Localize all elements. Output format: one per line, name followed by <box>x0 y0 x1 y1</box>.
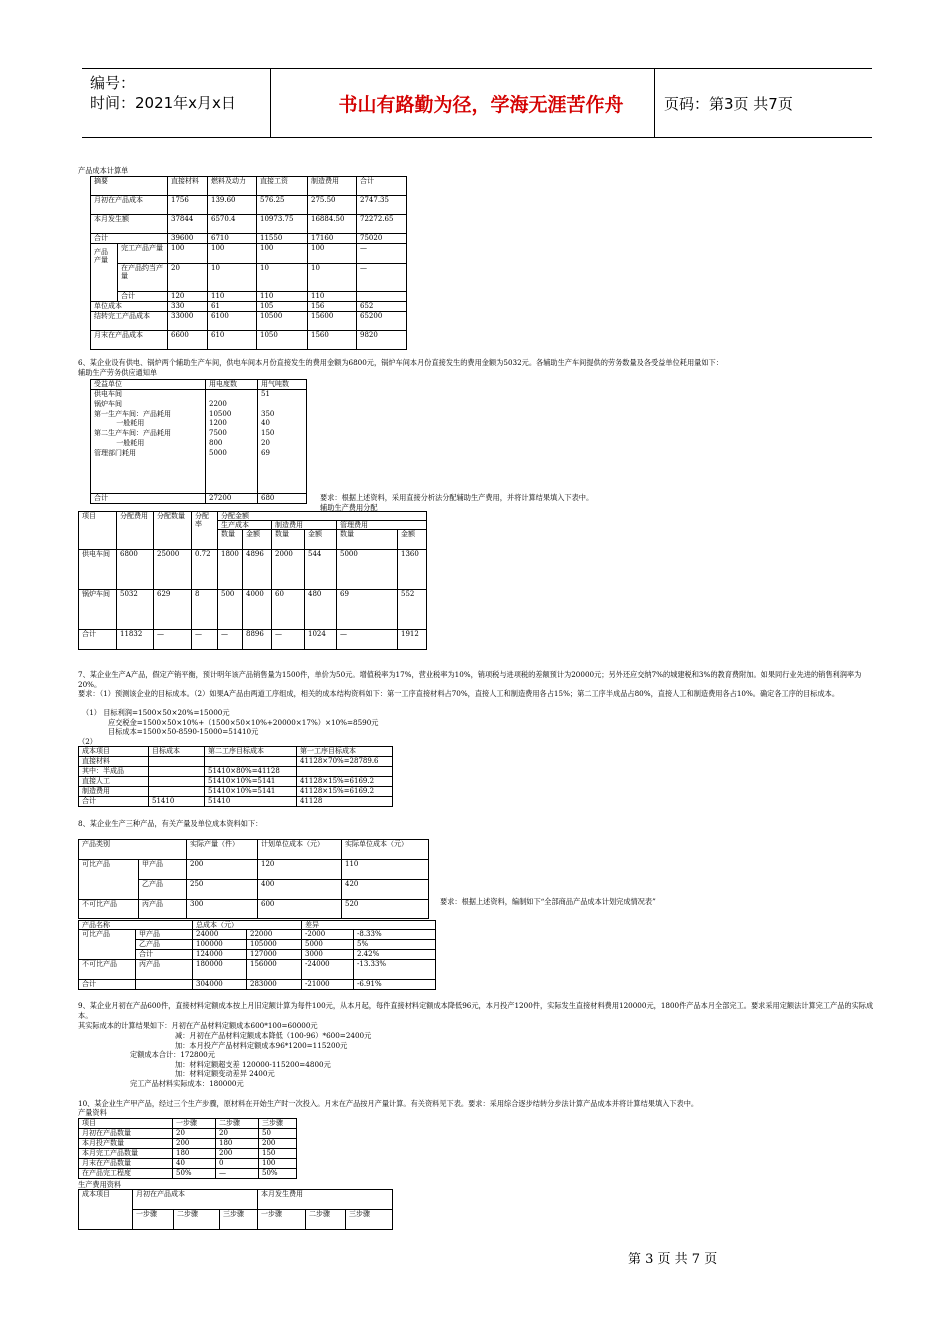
table-header-cell: 实际单位成本（元） <box>342 840 429 860</box>
table-header-cell: 分配数量 <box>154 512 192 550</box>
q9-line: 加：材料定额超支差 120000-115200=4800元 <box>175 1060 331 1069</box>
table-cell: 5000 <box>302 940 354 950</box>
table-cell: 5000 <box>337 550 398 590</box>
table-cell: 1912 <box>398 630 427 650</box>
table-row <box>79 1169 297 1179</box>
table-cell: 1360 <box>398 550 427 590</box>
table-cell: 33000 <box>168 312 208 331</box>
table-header-cell: 二步骤 <box>306 1210 346 1230</box>
table-cell: 629 <box>154 590 192 630</box>
q7-calc-line: 应交税金=1500×50×10%+（1500×50×10%+20000×17%）×10%=8590元 <box>108 718 379 727</box>
table-cell: 乙产品 <box>136 940 193 950</box>
table-cell: 其中：半成品 <box>79 767 149 777</box>
table-cell: 单位成本 <box>91 302 168 312</box>
table-cell: 50% <box>173 1169 216 1179</box>
table-cell: 10 <box>308 264 357 292</box>
table-cell: 1560 <box>308 331 357 350</box>
table-header-cell: 二步骤 <box>216 1119 259 1129</box>
q10-cost-table <box>78 1189 393 1230</box>
table-header-cell: 产品名称 <box>79 921 193 930</box>
table-cell: 结转完工产品成本 <box>91 312 168 331</box>
table-cell: 1050 <box>257 331 308 350</box>
table-cell: 400 <box>258 880 342 900</box>
page-header <box>82 68 872 138</box>
table-header-cell: 制造费用 <box>272 521 337 530</box>
table-header-cell: 计划单位成本（元） <box>258 840 342 860</box>
table-cell: 120 <box>168 292 208 302</box>
q8-requirement: 要求：根据上述资料，编制如下“全部商品产品成本计划完成情况表” <box>440 897 656 906</box>
table-cell: 127000 <box>247 950 302 960</box>
table-row <box>79 1149 297 1159</box>
table-row <box>79 767 393 777</box>
q6-notice-table <box>90 379 307 504</box>
table-cell: 15600 <box>308 312 357 331</box>
header-left <box>90 73 236 113</box>
q10-prod-title: 产量资料 <box>78 1108 107 1117</box>
table-cell: 合计 <box>91 234 168 244</box>
table-cell: 40 <box>173 1159 216 1169</box>
table-cell <box>149 777 205 787</box>
table-cell: 合计 <box>79 797 149 807</box>
table-cell: 200 <box>259 1139 297 1149</box>
table-row <box>91 331 407 350</box>
table-cell: 6570.4 <box>208 215 257 234</box>
table-cell: — <box>272 630 305 650</box>
q10-production-table <box>78 1118 297 1179</box>
q6-text: 6、某企业设有供电、锅炉两个辅助生产车间，供电车间本月份直接发生的费用金额为6800元，锅炉车间本月份直接发生的费用金额为5032元。各辅助生产车间提供的劳务数量及各受益单位耗用量如下： <box>78 358 723 367</box>
table-cell: 6600 <box>168 331 208 350</box>
header-motto: 书山有路勤为径，学海无涯苦作舟 <box>338 93 624 116</box>
table-row <box>79 757 393 767</box>
q7-text: 7、某企业生产A产品，假定产销平衡，预计明年该产品销售量为1500件，单价为50元。增值税率为17%，营业税率为10%，销项税与进项税的差额预计为20000元；另外还应交纳7%的城建税和3%的教育费附加。如果同行业先进的销售利润率为20%。 <box>78 670 862 689</box>
table-header-cell: 差异 <box>302 921 436 930</box>
table-cell: 51410 <box>149 797 205 807</box>
table-row <box>91 390 307 494</box>
table-cell: 1024 <box>305 630 337 650</box>
table-header-cell: 燃料及动力 <box>208 177 257 196</box>
table-cell: 20 <box>216 1129 259 1139</box>
table-header-cell: 数量 <box>337 530 398 550</box>
table-cell: — <box>337 630 398 650</box>
q9-text: 9、某企业月初在产品600件，直接材料定额成本按上月旧定额计算为每件100元，从本月起，每件直接材料定额成本降低96元，本月投产1200件，实际发生直接材料费用120000元，1800件产品本月全部完工。要求采用定额法计算完工产品的实际成本。 <box>78 1001 874 1020</box>
table-cell: 合计 <box>118 292 168 302</box>
table-row <box>79 900 429 919</box>
table-cell: 5% <box>354 940 436 950</box>
q9-line: 加：材料定额变动差异 2400元 <box>175 1069 275 1078</box>
table-header-cell: 分配费用 <box>117 512 154 550</box>
table-header-cell: 用电度数 <box>206 380 258 390</box>
table-row <box>91 292 407 302</box>
cost-sheet-title: 产品成本计算单 <box>78 166 129 175</box>
table-cell: 11550 <box>257 234 308 244</box>
table-cell: 41128×70%=28789.6 <box>297 757 393 767</box>
table-header-cell: 二步骤 <box>174 1210 220 1230</box>
table-row <box>79 630 427 650</box>
table-header-cell: 三步骤 <box>346 1210 393 1230</box>
table-cell: — <box>357 264 407 292</box>
table-header-cell: 项目 <box>79 512 117 550</box>
q10-cost-title: 生产费用资料 <box>78 1180 122 1189</box>
table-cell: 月末在产品成本 <box>91 331 168 350</box>
table-cell: 61 <box>208 302 257 312</box>
table-cell: 27200 <box>206 494 258 504</box>
table-cell: 6800 <box>117 550 154 590</box>
table-header-cell: 制造费用 <box>308 177 357 196</box>
table-cell: 10973.75 <box>257 215 308 234</box>
table-cell: 37844 <box>168 215 208 234</box>
doc-time-label: 时间：2021年x月x日 <box>90 94 236 112</box>
table-cell: 552 <box>398 590 427 630</box>
table-header-cell: 数量 <box>272 530 305 550</box>
table-cell: 供电车间 锅炉车间 第一生产车间：产品耗用 一般耗用 第二生产车间：产品耗用 一般耗用 管理部门耗用 <box>91 390 206 494</box>
table-cell: 甲产品 <box>136 930 193 940</box>
table-header-cell: 第一工序目标成本 <box>297 747 393 757</box>
table-row <box>79 797 393 807</box>
table-cell: 16884.50 <box>308 215 357 234</box>
table-cell: 合计 <box>79 980 136 990</box>
table-row <box>91 302 407 312</box>
doc-number-label: 编号： <box>90 74 136 92</box>
table-cell <box>149 767 205 777</box>
q6-alloc-title: 辅助生产费用分配 <box>320 503 378 512</box>
table-row <box>79 960 436 980</box>
table-header-cell: 摘要 <box>91 177 168 196</box>
table-cell: 1756 <box>168 196 208 215</box>
table-cell: 420 <box>342 880 429 900</box>
table-row <box>91 196 407 215</box>
table-row <box>79 1129 297 1139</box>
table-row <box>79 1190 393 1210</box>
table-cell: 2747.35 <box>357 196 407 215</box>
table-cell: 在产品完工程度 <box>79 1169 173 1179</box>
table-header-cell: 一步骤 <box>173 1119 216 1129</box>
table-cell: 不可比产品 <box>79 960 136 980</box>
table-header-cell: 项目 <box>79 1119 173 1129</box>
table-cell: 0.72 <box>192 550 218 590</box>
table-cell: -8.33% <box>354 930 436 940</box>
table-row <box>79 787 393 797</box>
table-cell: 110 <box>308 292 357 302</box>
table-row <box>91 312 407 331</box>
table-header-cell: 数量 <box>218 530 243 550</box>
table-cell: -2000 <box>302 930 354 940</box>
table-cell: 50% <box>259 1169 297 1179</box>
table-cell: 180 <box>216 1139 259 1149</box>
table-header-cell: 成本项目 <box>79 747 149 757</box>
table-cell: 156 <box>308 302 357 312</box>
table-cell: 544 <box>305 550 337 590</box>
q9-line: 完工产品材料实际成本：180000元 <box>130 1079 244 1088</box>
q9-line: 其实际成本的计算结果如下：月初在产品材料定额成本600*100=60000元 <box>78 1021 318 1030</box>
table-cell: — <box>216 1169 259 1179</box>
table-row <box>79 777 393 787</box>
q7-calc-line: （1） 目标利润=1500×50×20%=15000元 <box>82 708 230 717</box>
table-cell: 100 <box>168 244 208 264</box>
table-row <box>91 177 407 196</box>
table-cell: 110 <box>342 860 429 880</box>
table-header-cell: 目标成本 <box>149 747 205 757</box>
table-header-cell: 本月发生费用 <box>258 1190 393 1210</box>
table-cell <box>297 767 393 777</box>
table-cell: — <box>357 244 407 264</box>
table-row <box>91 380 307 390</box>
q9-line: 定额成本合计：172800元 <box>130 1050 215 1059</box>
table-header-cell: 月初在产品成本 <box>133 1190 258 1210</box>
table-cell: 50 <box>259 1129 297 1139</box>
table-cell: -6.91% <box>354 980 436 990</box>
table-header-cell: 实际产量（件） <box>187 840 258 860</box>
q7-part2-label: （2） <box>78 737 97 746</box>
table-cell: 8 <box>192 590 218 630</box>
page-footer: 第 3 页 共 7 页 <box>628 1252 718 1267</box>
table-cell: 月末在产品数量 <box>79 1159 173 1169</box>
table-row <box>79 1119 297 1129</box>
table-cell: 丙产品 <box>136 960 193 980</box>
table-cell: 250 <box>187 880 258 900</box>
table-cell: 直接材料 <box>79 757 149 767</box>
q6-requirement: 要求：根据上述资料，采用直接分析法分配辅助生产费用，并将计算结果填入下表中。 <box>320 493 594 502</box>
table-cell: 300 <box>187 900 258 919</box>
table-header-cell: 成本项目 <box>79 1190 133 1230</box>
table-header-cell: 分配率 <box>192 512 218 550</box>
table-cell: 完工产品产量 <box>118 244 168 264</box>
table-cell: 275.50 <box>308 196 357 215</box>
table-cell: 2.42% <box>354 950 436 960</box>
q8-text: 8、某企业生产三种产品，有关产量及单位成本资料如下： <box>78 819 263 828</box>
table-row <box>91 215 407 234</box>
table-cell: 520 <box>342 900 429 919</box>
table-cell: 139.60 <box>208 196 257 215</box>
table-cell <box>357 292 407 302</box>
table-cell: 680 <box>258 494 307 504</box>
table-cell: 500 <box>218 590 243 630</box>
table-cell: -13.33% <box>354 960 436 980</box>
table-cell: 本月投产数量 <box>79 1139 173 1149</box>
table-row <box>79 980 436 990</box>
table-header-cell: 总成本（元） <box>193 921 302 930</box>
table-cell: 2200 10500 1200 7500 800 5000 <box>206 390 258 494</box>
table-cell: 51 350 40 150 20 69 <box>258 390 307 494</box>
table-cell: 10500 <box>257 312 308 331</box>
table-header-cell: 用气吨数 <box>258 380 307 390</box>
table-cell: 283000 <box>247 980 302 990</box>
table-cell: 100 <box>208 244 257 264</box>
table-row <box>91 264 407 292</box>
table-cell: 150 <box>259 1149 297 1159</box>
table-cell: 合计 <box>136 950 193 960</box>
table-cell: 156000 <box>247 960 302 980</box>
table-header-cell: 直接工资 <box>257 177 308 196</box>
table-cell: 110 <box>257 292 308 302</box>
table-cell: 月初在产品成本 <box>91 196 168 215</box>
q7-calc-line: 目标成本=1500×50-8590-15000=51410元 <box>108 727 259 736</box>
table-header-cell: 生产成本 <box>218 521 272 530</box>
q7-target-cost-table <box>78 746 393 807</box>
q7-requirement: 要求：（1）预测该企业的目标成本。（2）如果A产品由两道工序组成，相关的成本结构资料如下：第一工序直接材料占70%，直接人工和制造费用各占15%；第二工序半成品占80%，直接人工和制造费用各占10%。确定各工序的目标成本。 <box>78 689 840 698</box>
table-cell: 20 <box>168 264 208 292</box>
table-cell: 9820 <box>357 331 407 350</box>
table-cell: 22000 <box>247 930 302 940</box>
table-cell: 41128×15%=6169.2 <box>297 787 393 797</box>
table-cell: 5032 <box>117 590 154 630</box>
table-cell: 在产品约当产量 <box>118 264 168 292</box>
table-cell: 直接人工 <box>79 777 149 787</box>
table-cell: 乙产品 <box>139 880 187 900</box>
table-cell: 100 <box>257 244 308 264</box>
table-cell: 6710 <box>208 234 257 244</box>
table-cell: 制造费用 <box>79 787 149 797</box>
table-row <box>91 244 407 264</box>
table-cell: 330 <box>168 302 208 312</box>
table-header-cell: 产品类别 <box>79 840 187 860</box>
q6-alloc-table <box>78 511 427 650</box>
table-cell: 甲产品 <box>139 860 187 880</box>
table-cell: 51410 <box>205 797 297 807</box>
table-cell: 180 <box>173 1149 216 1159</box>
table-cell: 124000 <box>193 950 247 960</box>
table-cell: 60 <box>272 590 305 630</box>
table-cell <box>205 757 297 767</box>
table-cell: 51410×80%=41128 <box>205 767 297 777</box>
table-header-cell: 一步骤 <box>258 1210 306 1230</box>
table-row <box>79 921 436 930</box>
table-cell: 75020 <box>357 234 407 244</box>
q6-notice-title: 辅助生产劳务供应通知单 <box>78 368 158 377</box>
table-header-cell: 金额 <box>305 530 337 550</box>
table-cell: 锅炉车间 <box>79 590 117 630</box>
table-row <box>79 512 427 521</box>
table-cell: 100 <box>308 244 357 264</box>
table-header-cell: 分配金额 <box>218 512 427 521</box>
table-cell: 65200 <box>357 312 407 331</box>
cost-sheet-table <box>90 176 407 350</box>
table-cell: 120 <box>258 860 342 880</box>
table-cell: 本月发生额 <box>91 215 168 234</box>
table-header-cell: 合计 <box>357 177 407 196</box>
header-divider <box>654 69 655 137</box>
table-cell: 100000 <box>193 940 247 950</box>
table-header-cell: 金额 <box>243 530 272 550</box>
table-cell: 69 <box>337 590 398 630</box>
q10-text: 10、某企业生产甲产品，经过三个生产步骤，原材料在开始生产时一次投入。月末在产品按月产量计算。有关资料见下表。要求：采用综合逐步结转分步法计算产品成本并将计算结果填入下表中。 <box>78 1099 699 1108</box>
table-cell: 4896 <box>243 550 272 590</box>
table-cell: 24000 <box>193 930 247 940</box>
table-cell: 41128 <box>297 797 393 807</box>
table-cell: 39600 <box>168 234 208 244</box>
table-cell: 652 <box>357 302 407 312</box>
table-cell: — <box>192 630 218 650</box>
table-cell: 0 <box>216 1159 259 1169</box>
table-cell: 72272.65 <box>357 215 407 234</box>
table-cell: 合计 <box>91 494 206 504</box>
table-cell: -21000 <box>302 980 354 990</box>
table-row <box>79 747 393 757</box>
table-header-cell: 金额 <box>398 530 427 550</box>
table-cell: 110 <box>208 292 257 302</box>
table-cell: 480 <box>305 590 337 630</box>
table-cell: 51410×10%=5141 <box>205 777 297 787</box>
table-row <box>79 1159 297 1169</box>
table-cell: 丙产品 <box>139 900 187 919</box>
table-cell: 可比产品 <box>79 860 139 900</box>
table-row <box>79 840 429 860</box>
table-header-cell: 三步骤 <box>220 1210 258 1230</box>
table-header-cell: 第二工序目标成本 <box>205 747 297 757</box>
table-cell: 11832 <box>117 630 154 650</box>
table-row <box>79 590 427 630</box>
table-row <box>79 860 429 880</box>
table-row <box>79 1139 297 1149</box>
table-header-cell: 一步骤 <box>133 1210 174 1230</box>
table-cell: 可比产品 <box>79 930 136 960</box>
table-cell: 180000 <box>193 960 247 980</box>
table-header-cell: 三步骤 <box>259 1119 297 1129</box>
table-cell: 105 <box>257 302 308 312</box>
header-divider <box>270 69 271 137</box>
table-cell: 合计 <box>79 630 117 650</box>
table-cell: 10 <box>257 264 308 292</box>
table-cell: 1800 <box>218 550 243 590</box>
table-row <box>79 550 427 590</box>
table-row <box>91 234 407 244</box>
table-row <box>91 494 307 504</box>
table-cell: 610 <box>208 331 257 350</box>
table-cell: 17160 <box>308 234 357 244</box>
table-cell: 2000 <box>272 550 305 590</box>
header-page-label: 页码：第3页 共7页 <box>664 94 793 113</box>
table-cell: 本月完工产品数量 <box>79 1149 173 1159</box>
q8-result-table <box>78 920 436 990</box>
table-cell <box>136 980 193 990</box>
table-cell: 200 <box>216 1149 259 1159</box>
table-cell <box>149 757 205 767</box>
table-row <box>79 930 436 940</box>
table-cell: 100 <box>259 1159 297 1169</box>
table-cell: 105000 <box>247 940 302 950</box>
table-cell: 576.25 <box>257 196 308 215</box>
table-cell: 月初在产品数量 <box>79 1129 173 1139</box>
q8-data-table <box>78 839 429 919</box>
table-cell: 6100 <box>208 312 257 331</box>
table-header-cell: 受益单位 <box>91 380 206 390</box>
table-cell: 10 <box>208 264 257 292</box>
table-cell <box>149 787 205 797</box>
table-cell: 供电车间 <box>79 550 117 590</box>
q9-line: 减：月初在产品材料定额成本降低（100-96）*600=2400元 <box>175 1031 372 1040</box>
table-cell: 4000 <box>243 590 272 630</box>
table-cell: 25000 <box>154 550 192 590</box>
table-header-cell: 管理费用 <box>337 521 427 530</box>
table-cell: 304000 <box>193 980 247 990</box>
q9-line: 加：本月投产产品材料定额成本96*1200=115200元 <box>175 1041 348 1050</box>
table-cell: 3000 <box>302 950 354 960</box>
table-cell: -24000 <box>302 960 354 980</box>
table-cell: 41128×15%=6169.2 <box>297 777 393 787</box>
table-cell: — <box>154 630 192 650</box>
table-cell: 600 <box>258 900 342 919</box>
table-cell: 8896 <box>243 630 272 650</box>
table-cell: 200 <box>187 860 258 880</box>
table-cell: 不可比产品 <box>79 900 139 919</box>
table-header-cell: 直接材料 <box>168 177 208 196</box>
table-cell: 51410×10%=5141 <box>205 787 297 797</box>
table-cell: 20 <box>173 1129 216 1139</box>
table-cell: 产品产量 <box>91 244 118 302</box>
table-cell: — <box>218 630 243 650</box>
table-cell: 200 <box>173 1139 216 1149</box>
